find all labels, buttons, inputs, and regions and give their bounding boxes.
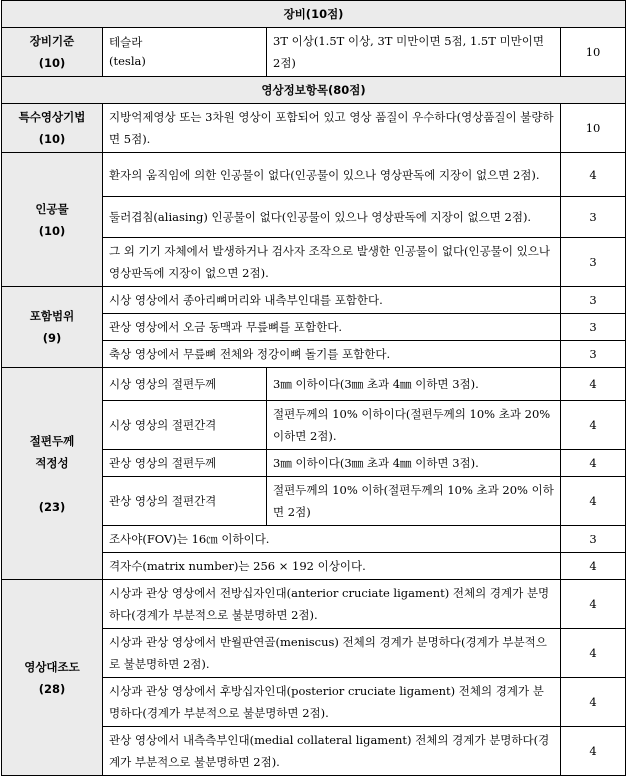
- score-cell: 3: [561, 197, 626, 238]
- criterion-text: 환자의 움직임에 의한 인공물이 없다(인공물이 있으나 영상판독에 지장이 없으면 2점).: [103, 153, 561, 197]
- score-cell: 3: [561, 314, 626, 341]
- criterion-text: 시상 영상에서 종아리뼈머리와 내측부인대를 포함한다.: [103, 287, 561, 314]
- category-points: (10): [38, 56, 66, 70]
- score-cell: 4: [561, 727, 626, 776]
- score-cell: 3: [561, 287, 626, 314]
- score-cell: 3: [561, 238, 626, 287]
- category-points: (28): [38, 681, 66, 696]
- score-cell: 3: [561, 526, 626, 553]
- criterion-text: 3㎜ 이하이다(3㎜ 초과 4㎜ 이하면 3점).: [267, 450, 561, 477]
- category-artifact: [2, 153, 103, 287]
- criterion-text: 둘러겹침(aliasing) 인공물이 없다(인공물이 있으나 영상판독에 지장이 없으면 2점).: [103, 197, 561, 238]
- category-label: 절편두께 적정성: [29, 433, 75, 470]
- score-cell: 4: [561, 401, 626, 450]
- category-label: 인공물: [35, 201, 69, 216]
- score-cell: 4: [561, 153, 626, 197]
- category-points: (10): [38, 223, 66, 238]
- criterion-text: 조사야(FOV)는 16㎝ 이하이다.: [103, 526, 561, 553]
- criterion-name: 시상 영상의 절편두께: [103, 368, 267, 401]
- category-points: (9): [42, 331, 62, 345]
- equipment-criterion: 3T 이상(1.5T 이상, 3T 미만이면 5점, 1.5T 미만이면 2점): [267, 28, 561, 77]
- category-special-technique: [2, 104, 103, 153]
- criterion-text: 시상과 관상 영상에서 반월판연골(meniscus) 전체의 경계가 분명하다(경계가 부분적으로 불분명하면 2점).: [103, 629, 561, 678]
- equipment-vendor: 테슬라 (tesla): [103, 28, 267, 77]
- category-label: 포함범위: [29, 309, 75, 323]
- category-points: (10): [38, 132, 66, 146]
- criterion-text: 관상 영상에서 오금 동맥과 무릎뼈를 포함한다.: [103, 314, 561, 341]
- criterion-name: 관상 영상의 절편두께: [103, 450, 267, 477]
- criterion-text: 절편두께의 10% 이하이다(절편두께의 10% 초과 20% 이하면 2점).: [267, 401, 561, 450]
- category-label: 영상대조도: [24, 659, 80, 674]
- category-contrast: [2, 580, 103, 776]
- score-cell: 4: [561, 368, 626, 401]
- evaluation-table: [1, 0, 626, 776]
- score-cell: 4: [561, 450, 626, 477]
- score-cell: 10: [561, 104, 626, 153]
- criterion-text: 그 외 기기 자체에서 발생하거나 검사자 조작으로 발생한 인공물이 없다(인공물이 있으나 영상판독에 지장이 없으면 2점).: [103, 238, 561, 287]
- category-coverage: [2, 287, 103, 368]
- category-points: (23): [38, 499, 66, 514]
- criterion-text: 격자수(matrix number)는 256 × 192 이상이다.: [103, 553, 561, 580]
- section-header-equipment: 장비(10점): [2, 1, 626, 28]
- criterion-name: 관상 영상의 절편간격: [103, 477, 267, 526]
- category-equipment: [2, 28, 103, 77]
- criterion-text: 시상과 관상 영상에서 전방십자인대(anterior cruciate ligament) 전체의 경계가 분명하다(경계가 부분적으로 불분명하면 2점).: [103, 580, 561, 629]
- score-cell: 4: [561, 678, 626, 727]
- criterion-text: 축상 영상에서 무릎뼈 전체와 정강이뼈 돌기를 포함한다.: [103, 341, 561, 368]
- score-cell: 4: [561, 477, 626, 526]
- criterion-text: 관상 영상에서 내측측부인대(medial collateral ligament) 전체의 경계가 분명하다(경계가 부분적으로 불분명하면 2점).: [103, 727, 561, 776]
- score-cell: 4: [561, 580, 626, 629]
- score-cell: 3: [561, 341, 626, 368]
- criterion-text: 3㎜ 이하이다(3㎜ 초과 4㎜ 이하면 3점).: [267, 368, 561, 401]
- score-cell: 4: [561, 629, 626, 678]
- score-cell: 10: [561, 28, 626, 77]
- category-label: 특수영상기법: [18, 110, 86, 124]
- category-label: 장비기준: [29, 34, 75, 48]
- criterion-text: 절편두께의 10% 이하(절편두께의 10% 초과 20% 이하면 2점): [267, 477, 561, 526]
- criterion-name: 시상 영상의 절편간격: [103, 401, 267, 450]
- criterion-text: 지방억제영상 또는 3차원 영상이 포함되어 있고 영상 품질이 우수하다(영상품질이 불량하면 5점).: [103, 104, 561, 153]
- score-cell: 4: [561, 553, 626, 580]
- criterion-text: 시상과 관상 영상에서 후방십자인대(posterior cruciate ligament) 전체의 경계가 분명하다(경계가 부분적으로 불분명하면 2점).: [103, 678, 561, 727]
- section-header-image-info: 영상정보항목(80점): [2, 77, 626, 104]
- category-slice-thickness: [2, 368, 103, 580]
